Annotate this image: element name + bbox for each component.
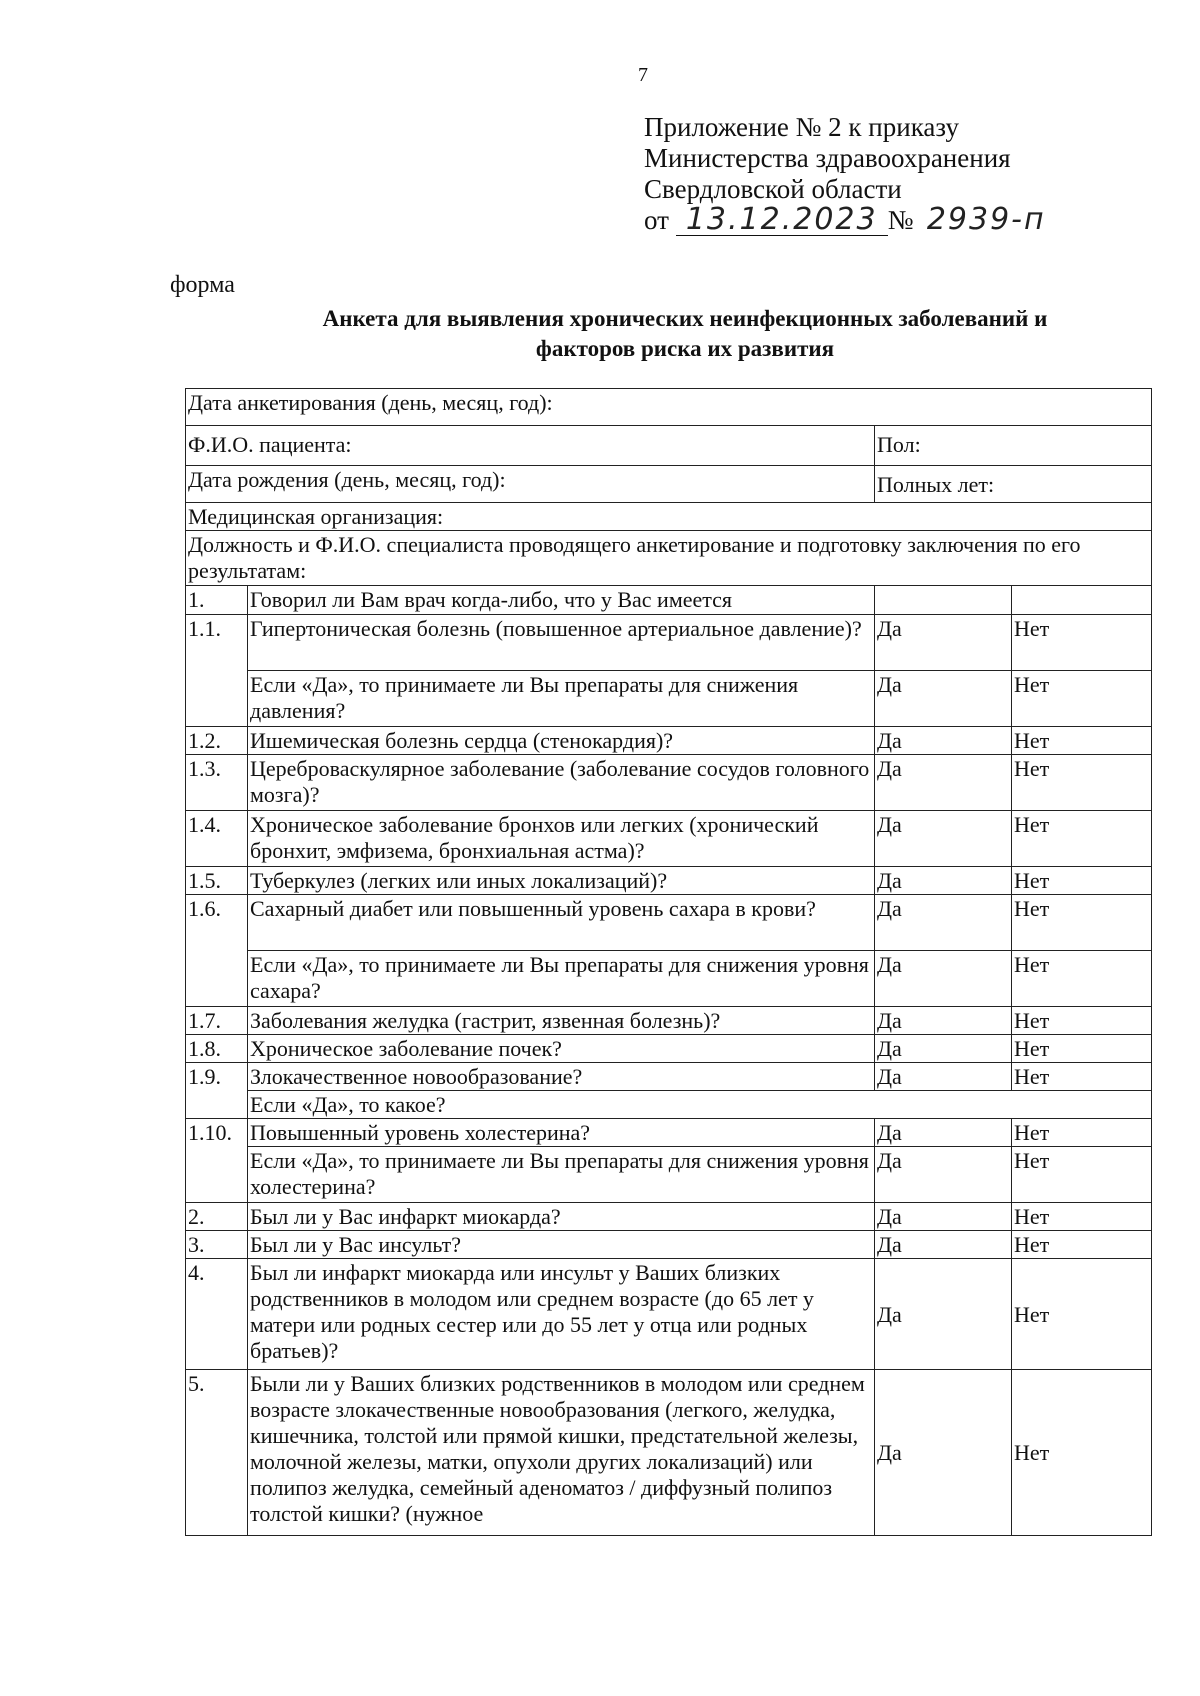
order-from-label: от — [644, 205, 669, 235]
answer-yes[interactable]: Да — [875, 895, 1012, 951]
title-line-2: факторов риска их развития — [535, 336, 835, 361]
handwritten-order-number: 2939-п — [926, 202, 1046, 237]
question-text: Хроническое заболевание бронхов или легких (хронический бронхит, эмфизема, бронхиальная астма)? — [248, 811, 875, 867]
question-number: 1.6. — [186, 895, 248, 1007]
survey-date-field[interactable]: Дата анкетирования (день, месяц, год): — [186, 389, 1152, 426]
form-label: форма — [170, 272, 235, 298]
answer-no[interactable]: Нет — [1012, 1147, 1152, 1203]
info-row-specialist — [186, 531, 1152, 586]
answer-no[interactable]: Нет — [1012, 867, 1152, 895]
question-number: 1.9. — [186, 1063, 248, 1119]
question-number: 5. — [186, 1370, 248, 1536]
answer-yes[interactable]: Да — [875, 727, 1012, 755]
order-line — [644, 202, 1052, 237]
answer-no[interactable]: Нет — [1012, 671, 1152, 727]
answer-no[interactable]: Нет — [1012, 811, 1152, 867]
answer-yes[interactable]: Да — [875, 1119, 1012, 1147]
question-text: Цереброваскулярное заболевание (заболевание сосудов головного мозга)? — [248, 755, 875, 811]
question-text: Сахарный диабет или повышенный уровень сахара в крови? — [248, 895, 875, 951]
question-number: 1.5. — [186, 867, 248, 895]
question-row-4 — [186, 1259, 1152, 1370]
question-row-1-10 — [186, 1119, 1152, 1147]
info-row-birth — [186, 466, 1152, 503]
document-title — [185, 304, 1185, 364]
answer-no[interactable]: Нет — [1012, 1035, 1152, 1063]
answer-no[interactable]: Нет — [1012, 1259, 1152, 1370]
info-row-survey-date — [186, 389, 1152, 426]
question-text: Был ли у Вас инфаркт миокарда? — [248, 1203, 875, 1231]
birth-date-field[interactable]: Дата рождения (день, месяц, год): — [186, 466, 875, 503]
answer-yes[interactable]: Да — [875, 1007, 1012, 1035]
question-number: 1.7. — [186, 1007, 248, 1035]
question-row-1-7 — [186, 1007, 1152, 1035]
answer-no[interactable]: Нет — [1012, 895, 1152, 951]
question-number: 1. — [186, 586, 248, 615]
question-row-1-1 — [186, 615, 1152, 671]
question-number: 3. — [186, 1231, 248, 1259]
answer-yes[interactable]: Да — [875, 811, 1012, 867]
info-row-patient — [186, 426, 1152, 466]
question-number: 1.8. — [186, 1035, 248, 1063]
question-subtext[interactable]: Если «Да», то какое? — [248, 1091, 1152, 1119]
question-subtext: Если «Да», то принимаете ли Вы препараты для снижения уровня холестерина? — [248, 1147, 875, 1203]
question-row-3 — [186, 1231, 1152, 1259]
question-number: 4. — [186, 1259, 248, 1370]
question-row-2 — [186, 1203, 1152, 1231]
patient-name-field[interactable]: Ф.И.О. пациента: — [186, 426, 875, 466]
question-number: 1.2. — [186, 727, 248, 755]
answer-yes[interactable]: Да — [875, 1147, 1012, 1203]
organization-field[interactable]: Медицинская организация: — [186, 503, 1152, 531]
question-row-1-6 — [186, 895, 1152, 951]
order-number-label: № — [887, 205, 914, 235]
answer-no[interactable]: Нет — [1012, 1231, 1152, 1259]
question-text: Были ли у Ваших близких родственников в молодом или среднем возрасте злокачественные новообразования (легкого, желудка, кишечника, толстой или прямой кишки, предстательной железы, молочной железы, матки, опухоли других локализаций) или полипоз желудка, семейный аденоматоз / диффузный полипоз толстой кишки? (нужное — [248, 1370, 875, 1536]
question-text: Злокачественное новообразование? — [248, 1063, 875, 1091]
question-number: 1.3. — [186, 755, 248, 811]
header-line-appendix: Приложение № 2 к приказу — [644, 112, 959, 142]
question-row-1-3 — [186, 755, 1152, 811]
question-row-1-1-sub — [186, 671, 1152, 727]
question-text: Гипертоническая болезнь (повышенное артериальное давление)? — [248, 615, 875, 671]
answer-yes[interactable]: Да — [875, 1203, 1012, 1231]
question-row-1-4 — [186, 811, 1152, 867]
question-row-1-5 — [186, 867, 1152, 895]
answer-no[interactable]: Нет — [1012, 1203, 1152, 1231]
answer-empty — [875, 586, 1012, 615]
question-text: Туберкулез (легких или иных локализаций)? — [248, 867, 875, 895]
answer-yes[interactable]: Да — [875, 1063, 1012, 1091]
question-text: Повышенный уровень холестерина? — [248, 1119, 875, 1147]
question-row-1-9-sub — [186, 1091, 1152, 1119]
question-text: Ишемическая болезнь сердца (стенокардия)? — [248, 727, 875, 755]
header-line-region: Свердловской области — [644, 174, 902, 204]
question-row-5 — [186, 1370, 1152, 1536]
question-text: Был ли инфаркт миокарда или инсульт у Ваших близких родственников в молодом или среднем возрасте (до 65 лет у матери или родных сестер или до 55 лет у отца или родных братьев)? — [248, 1259, 875, 1370]
answer-yes[interactable]: Да — [875, 671, 1012, 727]
survey-table — [185, 388, 1152, 1536]
title-line-1: Анкета для выявления хронических неинфекционных заболеваний и — [322, 306, 1048, 331]
answer-no[interactable]: Нет — [1012, 727, 1152, 755]
answer-no[interactable]: Нет — [1012, 755, 1152, 811]
handwritten-order-date: 13.12.2023 — [676, 205, 888, 236]
question-subtext: Если «Да», то принимаете ли Вы препараты для снижения давления? — [248, 671, 875, 727]
question-text: Был ли у Вас инсульт? — [248, 1231, 875, 1259]
answer-yes[interactable]: Да — [875, 1231, 1012, 1259]
page-number: 7 — [638, 64, 648, 86]
answer-yes[interactable]: Да — [875, 1259, 1012, 1370]
answer-yes[interactable]: Да — [875, 755, 1012, 811]
answer-no[interactable]: Нет — [1012, 1370, 1152, 1536]
question-row-1-2 — [186, 727, 1152, 755]
specialist-field[interactable]: Должность и Ф.И.О. специалиста проводящего анкетирование и подготовку заключения по его результатам: — [186, 531, 1152, 586]
answer-yes[interactable]: Да — [875, 1035, 1012, 1063]
answer-no[interactable]: Нет — [1012, 1063, 1152, 1091]
answer-yes[interactable]: Да — [875, 1370, 1012, 1536]
answer-empty — [1012, 586, 1152, 615]
question-number: 1.1. — [186, 615, 248, 727]
answer-yes[interactable]: Да — [875, 951, 1012, 1007]
question-text: Заболевания желудка (гастрит, язвенная болезнь)? — [248, 1007, 875, 1035]
answer-no[interactable]: Нет — [1012, 1007, 1152, 1035]
header-line-ministry: Министерства здравоохранения — [644, 143, 1011, 173]
question-row-1 — [186, 586, 1152, 615]
answer-yes[interactable]: Да — [875, 615, 1012, 671]
question-number: 1.4. — [186, 811, 248, 867]
question-number: 1.10. — [186, 1119, 248, 1203]
sex-field[interactable]: Пол: — [875, 426, 1152, 466]
question-row-1-8 — [186, 1035, 1152, 1063]
question-row-1-9 — [186, 1063, 1152, 1091]
answer-no[interactable]: Нет — [1012, 1119, 1152, 1147]
answer-no[interactable]: Нет — [1012, 615, 1152, 671]
approval-header — [644, 112, 1052, 236]
info-row-organization — [186, 503, 1152, 531]
full-years-field[interactable]: Полных лет: — [875, 466, 1152, 503]
question-number: 2. — [186, 1203, 248, 1231]
question-text: Говорил ли Вам врач когда-либо, что у Вас имеется — [248, 586, 875, 615]
answer-no[interactable]: Нет — [1012, 951, 1152, 1007]
question-row-1-6-sub — [186, 951, 1152, 1007]
question-text: Хроническое заболевание почек? — [248, 1035, 875, 1063]
answer-yes[interactable]: Да — [875, 867, 1012, 895]
question-row-1-10-sub — [186, 1147, 1152, 1203]
question-subtext: Если «Да», то принимаете ли Вы препараты для снижения уровня сахара? — [248, 951, 875, 1007]
